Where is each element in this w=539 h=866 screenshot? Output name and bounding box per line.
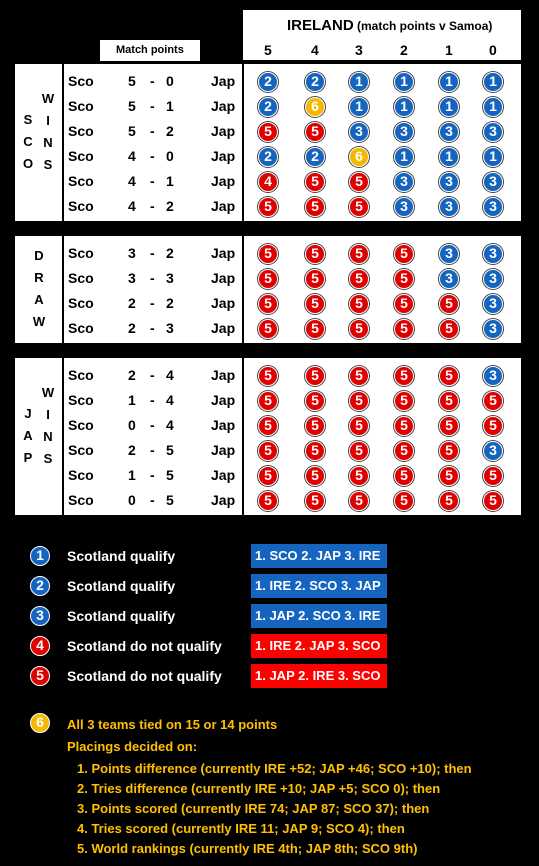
outcome-circle-5: 5 <box>305 466 325 486</box>
team1-label: Sco <box>68 442 94 458</box>
side-letter-right: W <box>41 384 55 400</box>
team2-label: Jap <box>211 148 236 164</box>
team2-label: Jap <box>211 367 236 383</box>
outcome-circle-2: 2 <box>258 97 278 117</box>
outcome-circle-5: 5 <box>394 269 414 289</box>
side-letter-left: J <box>24 405 32 421</box>
legend-ranking-3: 1. JAP 2. SCO 3. IRE <box>251 604 387 628</box>
score-right: 4 <box>166 392 174 408</box>
score-dash: - <box>150 173 155 189</box>
score-right: 1 <box>166 98 174 114</box>
outcome-circle-3: 3 <box>394 172 414 192</box>
score-left: 5 <box>128 98 136 114</box>
match-points-label: Match points <box>116 44 184 56</box>
tiebreak-criterion: 5. World rankings (currently IRE 4th; JAP 8th; SCO 9th) <box>77 841 418 856</box>
outcome-circle-5: 5 <box>305 319 325 339</box>
ireland-title-text: IRELAND <box>287 17 354 34</box>
score-right: 5 <box>166 492 174 508</box>
team1-label: Sco <box>68 98 94 114</box>
score-dash: - <box>150 320 155 336</box>
team2-label: Jap <box>211 295 236 311</box>
score-left: 1 <box>128 467 136 483</box>
score-right: 0 <box>166 73 174 89</box>
outcome-circle-5: 5 <box>349 197 369 217</box>
outcome-circle-5: 5 <box>305 197 325 217</box>
team2-label: Jap <box>211 198 236 214</box>
section-divider-left-2 <box>62 358 64 515</box>
score-right: 5 <box>166 442 174 458</box>
outcome-circle-1: 1 <box>394 72 414 92</box>
team1-label: Sco <box>68 295 94 311</box>
outcome-circle-2: 2 <box>305 147 325 167</box>
outcome-circle-1: 1 <box>483 72 503 92</box>
team2-label: Jap <box>211 392 236 408</box>
outcome-circle-5: 5 <box>394 491 414 511</box>
team1-label: Sco <box>68 123 94 139</box>
outcome-circle-5: 5 <box>349 491 369 511</box>
score-left: 4 <box>128 173 136 189</box>
score-left: 1 <box>128 392 136 408</box>
outcome-circle-5: 5 <box>305 416 325 436</box>
outcome-circle-5: 5 <box>394 441 414 461</box>
score-dash: - <box>150 392 155 408</box>
outcome-circle-3: 3 <box>439 172 459 192</box>
side-letter-right: N <box>43 134 53 150</box>
outcome-circle-5: 5 <box>439 466 459 486</box>
outcome-circle-5: 5 <box>394 294 414 314</box>
legend-description-4: Scotland do not qualify <box>67 638 222 654</box>
outcome-circle-4: 4 <box>258 172 278 192</box>
outcome-circle-1: 1 <box>394 147 414 167</box>
outcome-circle-5: 5 <box>349 269 369 289</box>
outcome-circle-3: 3 <box>439 122 459 142</box>
outcome-circle-5: 5 <box>439 491 459 511</box>
outcome-circle-5: 5 <box>305 269 325 289</box>
team2-label: Jap <box>211 173 236 189</box>
outcome-circle-5: 5 <box>258 319 278 339</box>
outcome-circle-2: 2 <box>305 72 325 92</box>
outcome-circle-1: 1 <box>483 97 503 117</box>
outcome-circle-3: 3 <box>483 269 503 289</box>
outcome-circle-3: 3 <box>394 197 414 217</box>
outcome-circle-5: 5 <box>349 466 369 486</box>
outcome-circle-1: 1 <box>349 72 369 92</box>
outcome-circle-3: 3 <box>483 244 503 264</box>
legend-description-2: Scotland qualify <box>67 578 176 594</box>
tie-note-title: All 3 teams tied on 15 or 14 points <box>67 717 278 732</box>
team1-label: Sco <box>68 467 94 483</box>
score-dash: - <box>150 295 155 311</box>
outcome-circle-5: 5 <box>349 294 369 314</box>
team2-label: Jap <box>211 492 236 508</box>
ireland-points-header-2: 2 <box>400 42 408 58</box>
outcome-circle-5: 5 <box>258 122 278 142</box>
outcome-circle-5: 5 <box>305 441 325 461</box>
team2-label: Jap <box>211 245 236 261</box>
section-divider-right-0 <box>242 64 244 221</box>
score-left: 4 <box>128 198 136 214</box>
score-left: 0 <box>128 417 136 433</box>
outcome-circle-6: 6 <box>305 97 325 117</box>
outcome-circle-5: 5 <box>258 466 278 486</box>
outcome-circle-5: 5 <box>258 197 278 217</box>
legend-circle-4: 4 <box>30 636 50 656</box>
ireland-title <box>287 17 492 34</box>
team2-label: Jap <box>211 123 236 139</box>
legend-description-5: Scotland do not qualify <box>67 668 222 684</box>
side-letter-right: I <box>46 406 50 422</box>
outcome-circle-3: 3 <box>483 172 503 192</box>
legend-ranking-1: 1. SCO 2. JAP 3. IRE <box>251 544 387 568</box>
outcome-circle-2: 2 <box>258 72 278 92</box>
score-dash: - <box>150 467 155 483</box>
section-divider-left-0 <box>62 64 64 221</box>
score-dash: - <box>150 123 155 139</box>
legend-circle-5: 5 <box>30 666 50 686</box>
outcome-circle-1: 1 <box>483 147 503 167</box>
team1-label: Sco <box>68 320 94 336</box>
outcome-circle-5: 5 <box>305 244 325 264</box>
outcome-circle-3: 3 <box>483 122 503 142</box>
outcome-circle-5: 5 <box>349 172 369 192</box>
outcome-circle-5: 5 <box>483 466 503 486</box>
team2-label: Jap <box>211 417 236 433</box>
team1-label: Sco <box>68 417 94 433</box>
score-right: 2 <box>166 245 174 261</box>
outcome-circle-3: 3 <box>439 244 459 264</box>
score-dash: - <box>150 417 155 433</box>
score-dash: - <box>150 367 155 383</box>
team1-label: Sco <box>68 392 94 408</box>
ireland-points-header-5: 5 <box>264 42 272 58</box>
team2-label: Jap <box>211 73 236 89</box>
score-dash: - <box>150 73 155 89</box>
ireland-points-header-0: 0 <box>489 42 497 58</box>
score-right: 3 <box>166 270 174 286</box>
score-left: 3 <box>128 245 136 261</box>
outcome-circle-6: 6 <box>349 147 369 167</box>
outcome-circle-5: 5 <box>394 391 414 411</box>
outcome-circle-1: 1 <box>439 97 459 117</box>
outcome-circle-5: 5 <box>394 416 414 436</box>
outcome-circle-5: 5 <box>394 366 414 386</box>
outcome-circle-5: 5 <box>394 466 414 486</box>
outcome-circle-3: 3 <box>483 441 503 461</box>
side-letter-right: S <box>43 450 53 466</box>
outcome-circle-5: 5 <box>483 491 503 511</box>
side-letter-right: N <box>43 428 53 444</box>
ireland-subtitle: (match points v Samoa) <box>353 19 493 33</box>
outcome-circle-2: 2 <box>258 147 278 167</box>
outcome-circle-1: 1 <box>349 97 369 117</box>
team1-label: Sco <box>68 367 94 383</box>
outcome-circle-1: 1 <box>439 147 459 167</box>
outcome-circle-5: 5 <box>258 294 278 314</box>
tie-note-subtitle: Placings decided on: <box>67 739 198 754</box>
team2-label: Jap <box>211 467 236 483</box>
outcome-circle-5: 5 <box>394 319 414 339</box>
score-dash: - <box>150 245 155 261</box>
outcome-circle-5: 5 <box>439 294 459 314</box>
outcome-circle-5: 5 <box>349 441 369 461</box>
outcome-circle-3: 3 <box>483 319 503 339</box>
score-left: 0 <box>128 492 136 508</box>
outcome-circle-5: 5 <box>258 244 278 264</box>
team2-label: Jap <box>211 442 236 458</box>
outcome-circle-3: 3 <box>483 197 503 217</box>
legend-ranking-4: 1. IRE 2. JAP 3. SCO <box>251 634 387 658</box>
side-letter-left: P <box>23 449 33 465</box>
side-letter-center: W <box>32 313 46 329</box>
outcome-circle-5: 5 <box>349 244 369 264</box>
legend-circle-3: 3 <box>30 606 50 626</box>
outcome-circle-5: 5 <box>483 391 503 411</box>
outcome-circle-5: 5 <box>349 366 369 386</box>
score-right: 2 <box>166 295 174 311</box>
section-divider-right-2 <box>242 358 244 515</box>
score-right: 5 <box>166 467 174 483</box>
outcome-circle-5: 5 <box>305 391 325 411</box>
outcome-circle-5: 5 <box>349 319 369 339</box>
score-left: 2 <box>128 367 136 383</box>
team2-label: Jap <box>211 270 236 286</box>
legend-ranking-5: 1. JAP 2. IRE 3. SCO <box>251 664 387 688</box>
team1-label: Sco <box>68 73 94 89</box>
outcome-circle-5: 5 <box>258 416 278 436</box>
team1-label: Sco <box>68 492 94 508</box>
legend-description-3: Scotland qualify <box>67 608 176 624</box>
legend-circle-6: 6 <box>30 713 50 733</box>
score-right: 0 <box>166 148 174 164</box>
outcome-circle-5: 5 <box>439 366 459 386</box>
outcome-circle-5: 5 <box>258 366 278 386</box>
score-right: 2 <box>166 198 174 214</box>
outcome-circle-5: 5 <box>349 391 369 411</box>
outcome-circle-5: 5 <box>258 441 278 461</box>
score-dash: - <box>150 98 155 114</box>
score-right: 2 <box>166 123 174 139</box>
score-left: 5 <box>128 123 136 139</box>
side-letter-left: O <box>22 155 34 171</box>
side-letter-right: I <box>46 112 50 128</box>
team1-label: Sco <box>68 173 94 189</box>
outcome-circle-5: 5 <box>305 366 325 386</box>
score-left: 2 <box>128 320 136 336</box>
score-right: 4 <box>166 417 174 433</box>
outcome-circle-5: 5 <box>258 491 278 511</box>
score-dash: - <box>150 442 155 458</box>
score-dash: - <box>150 270 155 286</box>
team1-label: Sco <box>68 245 94 261</box>
team2-label: Jap <box>211 98 236 114</box>
outcome-circle-5: 5 <box>394 244 414 264</box>
side-letter-left: A <box>23 427 33 443</box>
score-right: 3 <box>166 320 174 336</box>
team2-label: Jap <box>211 320 236 336</box>
legend-ranking-2: 1. IRE 2. SCO 3. JAP <box>251 574 387 598</box>
team1-label: Sco <box>68 270 94 286</box>
outcome-circle-3: 3 <box>394 122 414 142</box>
outcome-circle-5: 5 <box>439 391 459 411</box>
tiebreak-criterion: 3. Points scored (currently IRE 74; JAP 87; SCO 37); then <box>77 801 430 816</box>
tiebreak-criterion: 4. Tries scored (currently IRE 11; JAP 9; SCO 4); then <box>77 821 405 836</box>
score-left: 2 <box>128 295 136 311</box>
side-letter-right: S <box>43 156 53 172</box>
outcome-circle-5: 5 <box>305 122 325 142</box>
outcome-circle-5: 5 <box>439 441 459 461</box>
side-letter-center: D <box>34 247 44 263</box>
score-right: 4 <box>166 367 174 383</box>
score-left: 5 <box>128 73 136 89</box>
tiebreak-criterion: 2. Tries difference (currently IRE +10; JAP +5; SCO 0); then <box>77 781 441 796</box>
outcome-circle-5: 5 <box>258 269 278 289</box>
outcome-circle-5: 5 <box>349 416 369 436</box>
side-letter-center: R <box>34 269 44 285</box>
team1-label: Sco <box>68 148 94 164</box>
score-right: 1 <box>166 173 174 189</box>
legend-circle-2: 2 <box>30 576 50 596</box>
outcome-circle-5: 5 <box>305 172 325 192</box>
ireland-points-header-4: 4 <box>311 42 319 58</box>
score-left: 3 <box>128 270 136 286</box>
tiebreak-criterion: 1. Points difference (currently IRE +52; JAP +46; SCO +10); then <box>77 761 472 776</box>
side-letter-left: S <box>23 111 33 127</box>
team1-label: Sco <box>68 198 94 214</box>
outcome-circle-5: 5 <box>305 491 325 511</box>
outcome-circle-5: 5 <box>305 294 325 314</box>
score-dash: - <box>150 198 155 214</box>
legend-description-1: Scotland qualify <box>67 548 176 564</box>
section-divider-left-1 <box>62 236 64 343</box>
ireland-points-header-1: 1 <box>445 42 453 58</box>
score-dash: - <box>150 492 155 508</box>
outcome-circle-3: 3 <box>483 366 503 386</box>
section-divider-right-1 <box>242 236 244 343</box>
outcome-circle-5: 5 <box>439 416 459 436</box>
ireland-points-header-3: 3 <box>355 42 363 58</box>
outcome-circle-5: 5 <box>439 319 459 339</box>
side-letter-center: A <box>34 291 44 307</box>
outcome-circle-1: 1 <box>394 97 414 117</box>
side-letter-right: W <box>41 90 55 106</box>
legend-circle-1: 1 <box>30 546 50 566</box>
side-letter-left: C <box>23 133 33 149</box>
outcome-circle-1: 1 <box>439 72 459 92</box>
outcome-circle-3: 3 <box>483 294 503 314</box>
score-left: 2 <box>128 442 136 458</box>
score-left: 4 <box>128 148 136 164</box>
outcome-circle-5: 5 <box>483 416 503 436</box>
outcome-circle-3: 3 <box>439 197 459 217</box>
outcome-circle-3: 3 <box>439 269 459 289</box>
score-dash: - <box>150 148 155 164</box>
outcome-circle-3: 3 <box>349 122 369 142</box>
outcome-circle-5: 5 <box>258 391 278 411</box>
